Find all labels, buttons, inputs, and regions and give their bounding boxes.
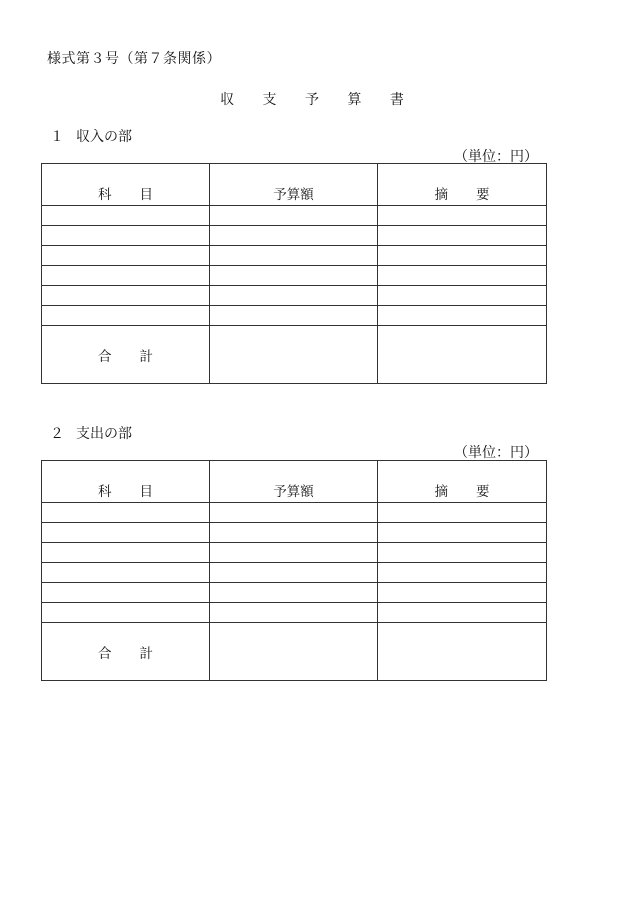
cell-budget[interactable] — [210, 266, 378, 286]
cell-note[interactable] — [378, 503, 547, 523]
column-header-item: 科目 — [42, 164, 210, 206]
section-number: ２ — [50, 426, 64, 442]
cell-note[interactable] — [378, 226, 547, 246]
cell-item[interactable] — [42, 603, 210, 623]
table-row — [42, 543, 547, 563]
cell-item[interactable] — [42, 286, 210, 306]
cell-budget[interactable] — [210, 583, 378, 603]
cell-note[interactable] — [378, 583, 547, 603]
table-row — [42, 563, 547, 583]
cell-note[interactable] — [378, 603, 547, 623]
table-row — [42, 246, 547, 266]
cell-budget[interactable] — [210, 306, 378, 326]
total-note-cell[interactable] — [378, 326, 547, 384]
table-row — [42, 523, 547, 543]
total-budget-cell[interactable] — [210, 326, 378, 384]
cell-note[interactable] — [378, 246, 547, 266]
cell-budget[interactable] — [210, 226, 378, 246]
cell-item[interactable] — [42, 543, 210, 563]
total-row — [42, 623, 547, 681]
section-heading-expense — [50, 423, 132, 443]
unit-label-expense: （単位：円） — [454, 445, 538, 461]
cell-item[interactable] — [42, 503, 210, 523]
cell-budget[interactable] — [210, 503, 378, 523]
total-note-cell[interactable] — [378, 623, 547, 681]
cell-budget[interactable] — [210, 603, 378, 623]
column-header-budget: 予算額 — [210, 164, 378, 206]
total-label: 合計 — [42, 326, 210, 384]
cell-note[interactable] — [378, 563, 547, 583]
cell-item[interactable] — [42, 226, 210, 246]
document-title: 収 支 予 算 書 — [220, 92, 416, 108]
total-budget-cell[interactable] — [210, 623, 378, 681]
cell-note[interactable] — [378, 523, 547, 543]
table-row — [42, 603, 547, 623]
cell-item[interactable] — [42, 583, 210, 603]
total-row — [42, 326, 547, 384]
cell-item[interactable] — [42, 563, 210, 583]
cell-item[interactable] — [42, 306, 210, 326]
total-label: 合計 — [42, 623, 210, 681]
cell-note[interactable] — [378, 286, 547, 306]
table-row — [42, 503, 547, 523]
column-header-budget: 予算額 — [210, 461, 378, 503]
cell-budget[interactable] — [210, 206, 378, 226]
income-budget-table — [41, 163, 547, 384]
cell-note[interactable] — [378, 206, 547, 226]
cell-note[interactable] — [378, 266, 547, 286]
table-header-row — [42, 461, 547, 503]
column-header-note: 摘要 — [378, 164, 547, 206]
cell-item[interactable] — [42, 246, 210, 266]
cell-budget[interactable] — [210, 563, 378, 583]
cell-item[interactable] — [42, 266, 210, 286]
section-title: 収入の部 — [76, 129, 132, 145]
form-number: 様式第３号（第７条関係） — [47, 51, 221, 67]
section-heading-income — [50, 126, 132, 146]
section-title: 支出の部 — [76, 426, 132, 442]
table-row — [42, 306, 547, 326]
column-header-note: 摘要 — [378, 461, 547, 503]
table-row — [42, 226, 547, 246]
cell-note[interactable] — [378, 306, 547, 326]
cell-item[interactable] — [42, 523, 210, 543]
cell-budget[interactable] — [210, 543, 378, 563]
table-header-row — [42, 164, 547, 206]
cell-note[interactable] — [378, 543, 547, 563]
unit-label-income: （単位：円） — [454, 149, 538, 165]
table-row — [42, 206, 547, 226]
cell-budget[interactable] — [210, 246, 378, 266]
table-row — [42, 286, 547, 306]
column-header-item: 科目 — [42, 461, 210, 503]
cell-budget[interactable] — [210, 286, 378, 306]
table-row — [42, 583, 547, 603]
cell-budget[interactable] — [210, 523, 378, 543]
cell-item[interactable] — [42, 206, 210, 226]
table-row — [42, 266, 547, 286]
section-number: １ — [50, 129, 64, 145]
expense-budget-table — [41, 460, 547, 681]
